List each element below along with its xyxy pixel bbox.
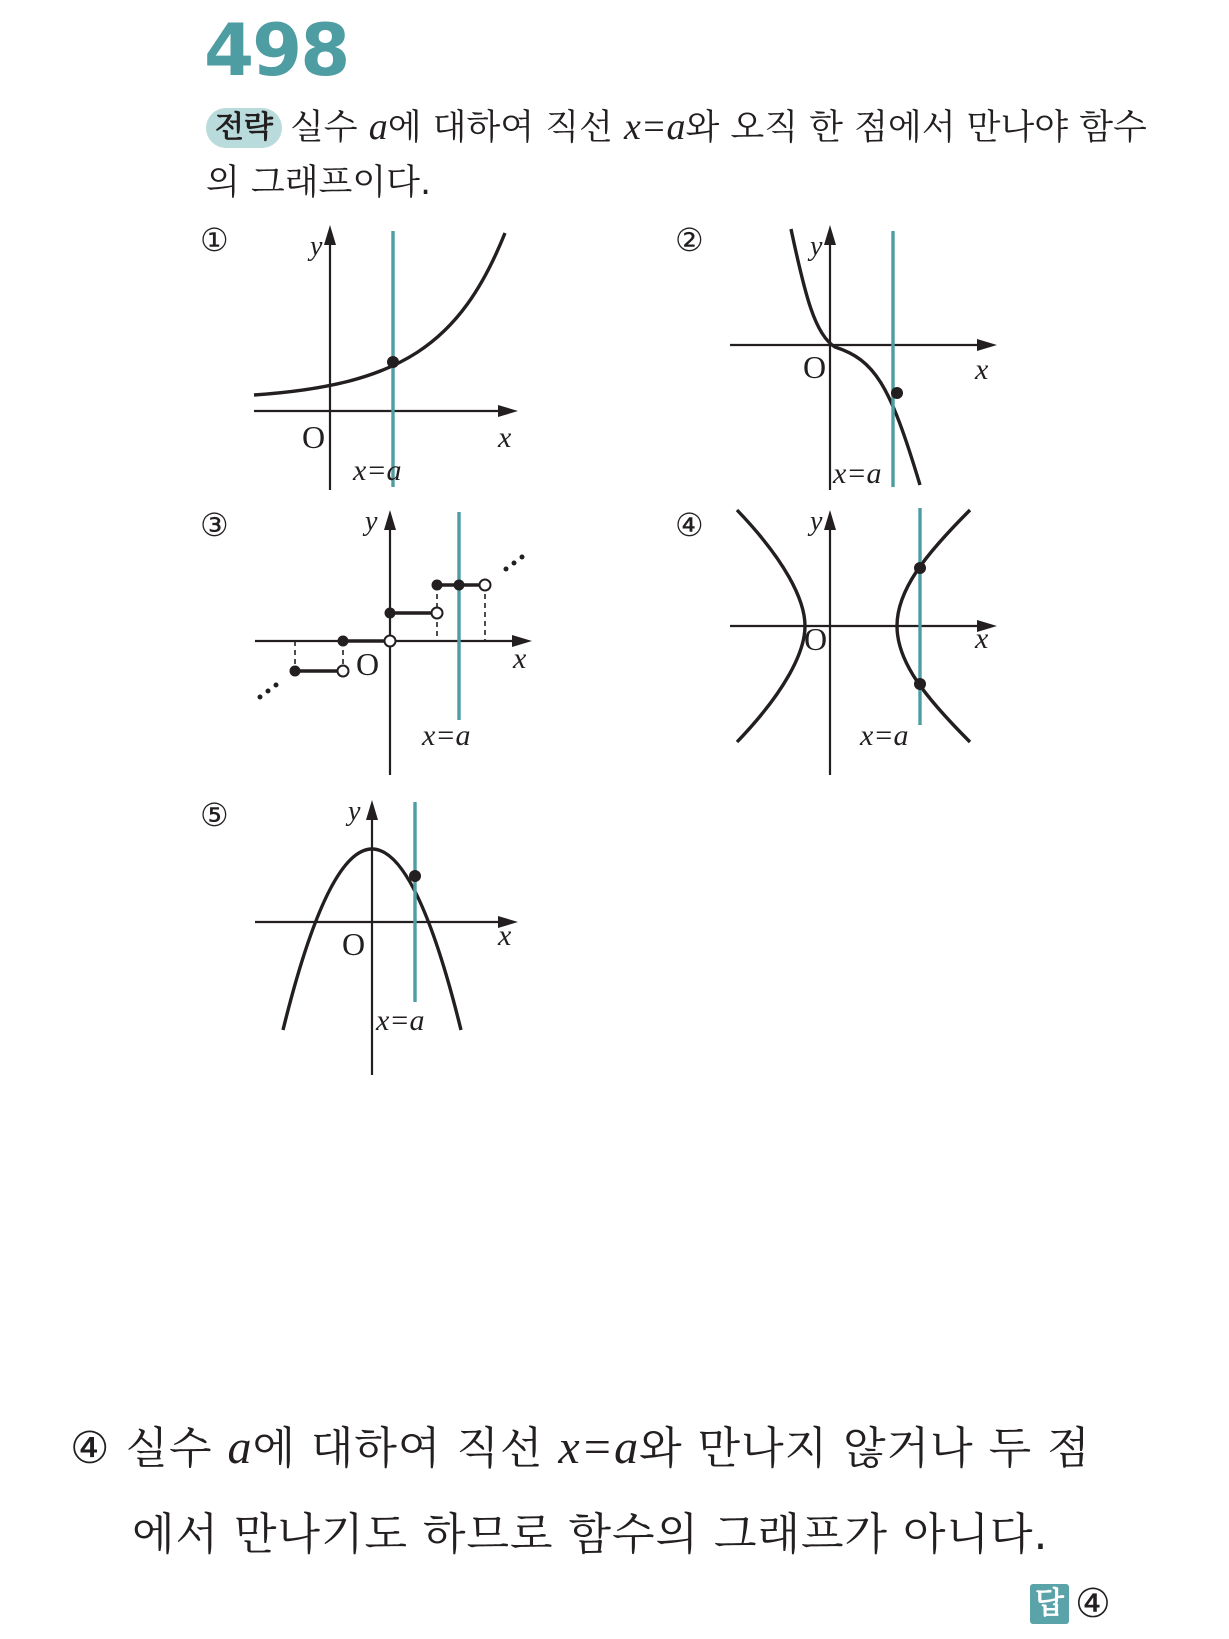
- solution-choice-number: ④: [70, 1423, 111, 1474]
- graph-choice-4: [675, 500, 1015, 780]
- choice-number: ⑤: [200, 796, 229, 834]
- strategy-equation: x=a: [623, 106, 686, 148]
- solution-var-a: a: [227, 1421, 253, 1474]
- choice-number: ④: [675, 506, 704, 544]
- answer: [1030, 1582, 1111, 1626]
- x-axis-label: x: [513, 642, 527, 675]
- line-label: x=a: [833, 457, 882, 490]
- problem-number: 498: [204, 8, 349, 92]
- y-axis-label: y: [348, 796, 361, 827]
- solution-equation: x=a: [558, 1421, 640, 1474]
- line-label: x=a: [376, 1004, 425, 1037]
- x-axis-label: x: [498, 919, 512, 952]
- y-axis-label: y: [810, 231, 823, 262]
- origin-label: O: [302, 419, 326, 455]
- line-label: x=a: [353, 454, 402, 487]
- strategy-text: 실수: [289, 108, 369, 148]
- graph-choice-3: [200, 500, 560, 780]
- x-axis-label: x: [975, 622, 989, 655]
- strategy-text: 에 대하여 직선: [387, 108, 624, 148]
- answer-value: ④: [1074, 1581, 1111, 1627]
- origin-label: O: [804, 621, 828, 657]
- strategy-text: 의 그래프이다.: [206, 163, 432, 203]
- line-label: x=a: [422, 719, 471, 752]
- choice-number: ②: [675, 221, 704, 259]
- strategy-paragraph: [206, 100, 1166, 211]
- x-axis-label: x: [975, 353, 989, 386]
- origin-label: O: [356, 646, 380, 682]
- solution-text: 와 만나지 않거나 두 점: [639, 1423, 1091, 1474]
- x-axis-label: x: [498, 421, 512, 454]
- graph-choice-5: [200, 790, 540, 1080]
- solution-paragraph: [70, 1405, 1130, 1578]
- graph-choice-1: [200, 215, 540, 495]
- origin-label: O: [803, 349, 827, 385]
- y-axis-label: y: [810, 506, 823, 537]
- strategy-badge: 전략: [206, 108, 282, 148]
- strategy-text: 와 오직 한 점에서 만나야 함수: [685, 108, 1147, 148]
- graph-choice-2: [675, 215, 1015, 495]
- solution-text: 실수: [110, 1423, 228, 1474]
- y-axis-label: y: [310, 231, 323, 262]
- y-axis-label: y: [365, 506, 378, 537]
- answer-badge: 답: [1030, 1584, 1069, 1624]
- origin-label: O: [342, 926, 366, 962]
- choice-number: ③: [200, 506, 229, 544]
- strategy-var-a: a: [368, 106, 388, 148]
- choice-number: ①: [200, 221, 229, 259]
- solution-text: 에서 만나기도 하므로 함수의 그래프가 아니다.: [132, 1509, 1049, 1560]
- solution-text: 에 대하여 직선: [252, 1423, 559, 1474]
- line-label: x=a: [860, 719, 909, 752]
